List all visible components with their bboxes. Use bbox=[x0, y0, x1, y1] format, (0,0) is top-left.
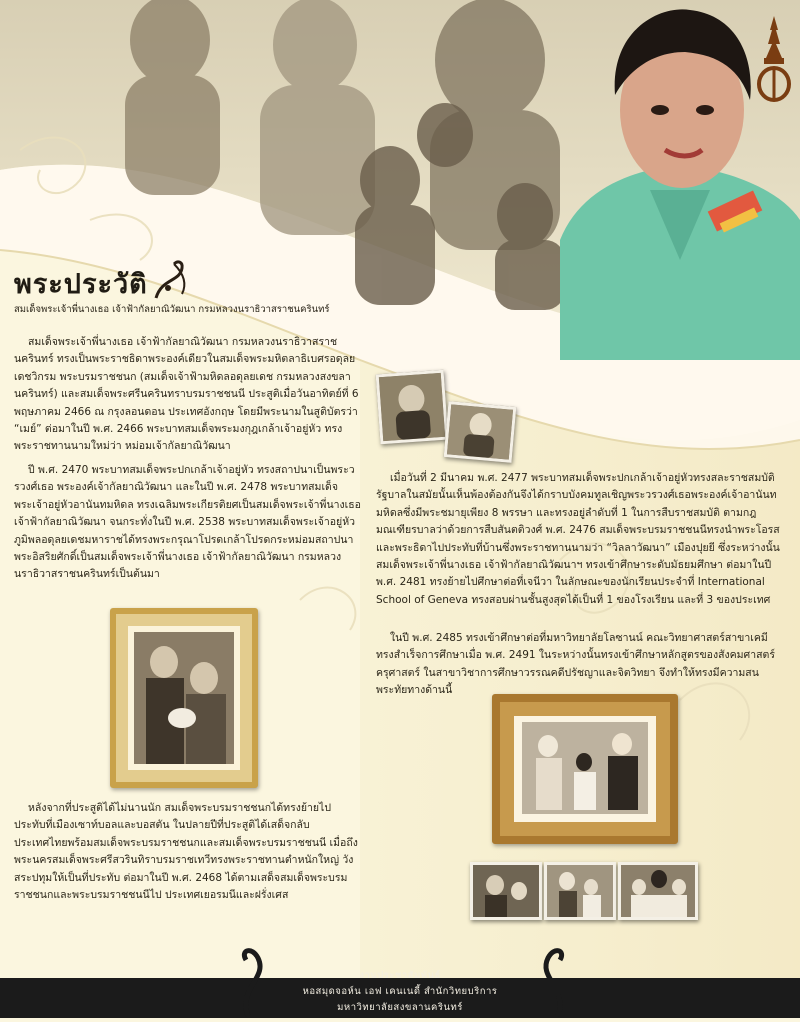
biography-paragraph-1: สมเด็จพระเจ้าพี่นางเธอ เจ้าฟ้ากัลยาณิวัฒนา กรมหลวงนราธิวาสราชนครินทร์ ทรงเป็นพระราชธิดาพระองค์เดียวในสมเด็จพระมหิตลาธิเบศรอดุลยเดชวิกรม พระบรมราชชนก (สมเด็จเจ้าฟ้ามหิดลอดุลยเดช กรมหลวงสงขลานครินทร์) และสมเด็จพระศรีนครินทราบรมราชชนนี ประสูติเมื่อวันอาทิตย์ที่ 6 พฤษภาคม 2466 ณ กรุงลอนดอน ประเทศอังกฤษ โดยมีพระนามในสูติบัตรว่า “เมย์” ต่อมาในปี พ.ศ. 2466 พระบาทสมเด็จพระมงกุฎเกล้าเจ้าอยู่หัว ทรงพระราชทานนามใหม่ว่า หม่อมเจ้ากัลยาณิวัฒนา bbox=[14, 336, 359, 453]
footer-library: หอสมุดจอห์น เอฟ เคนเนดี้ สำนักวิทยบริการ bbox=[302, 986, 498, 997]
biography-paragraph-2: ปี พ.ศ. 2470 พระบาทสมเด็จพระปกเกล้าเจ้าอยู่หัว ทรงสถาปนาเป็นพระวรวงศ์เธอ พระองค์เจ้ากัลยาณิวัฒนา และในปี พ.ศ. 2478 พระบาทสมเด็จพระเจ้าอยู่หัวอานันทมหิดล ทรงเฉลิมพระเกียรติยศเป็นสมเด็จพระเจ้าพี่นางเธอ เจ้าฟ้ากัลยาณิวัฒนา จนกระทั่งในปี พ.ศ. 2538 พระบาทสมเด็จพระเจ้าอยู่หัวภูมิพลอดุลยเดชมหาราชได้ทรงพระกรุณาโปรดเกล้าโปรดกระหม่อมสถาปนาพระอิสริยศักดิ์เป็นสมเด็จพระเจ้าพี่นางเธอ เจ้าฟ้ากัลยาณิวัฒนา กรมหลวงนราธิวาสราชนครินทร์เป็นต้นมา bbox=[14, 464, 361, 581]
footer-department: งานประชาสัมพันธ์ bbox=[359, 970, 441, 981]
family-snapshot-1 bbox=[470, 862, 542, 920]
childhood-photo-2 bbox=[444, 401, 517, 463]
title-ornament-icon bbox=[152, 258, 192, 302]
university-emblem-icon bbox=[756, 14, 792, 104]
biography-paragraph-3: หลังจากที่ประสูติได้ไม่นานนัก สมเด็จพระบรมราชชนกได้ทรงย้ายไปประทับที่เมืองเซาท์บอลและบอสตัน ในปลายปีที่ประสูติได้เสด็จกลับประเทศไทยพร้อมสมเด็จพระบรมราชชนกและสมเด็จพระบรมราชชนนี เมื่อถึงพระนครสมเด็จพระศรีสวรินทิราบรมราชเทวีทรงพระราชทานตำหนักใหญ่ วังสระปทุมให้เป็นที่ประทับ ต่อมาในปี พ.ศ. 2468 ได้ตามเสด็จสมเด็จพระบรมราชชนกและพระบรมราชชนนีไป ประเทศเยอรมนีและฝรั่งเศส bbox=[14, 802, 358, 902]
family-snapshot-2 bbox=[544, 862, 616, 920]
page-subtitle: สมเด็จพระเจ้าพี่นางเธอ เจ้าฟ้ากัลยาณิวัฒนา กรมหลวงนราธิวาสราชนครินทร์ bbox=[14, 304, 330, 315]
biography-paragraph-4: เมื่อวันที่ 2 มีนาคม พ.ศ. 2477 พระบาทสมเด็จพระปกเกล้าเจ้าอยู่หัวทรงสละราชสมบัติ รัฐบาลในสมัยนั้นเห็นพ้องต้องกันจึงได้กราบบังคมทูลเชิญพระวรวงศ์เธอพระองค์เจ้าอานันทมหิดลซึ่งมีพระชมายุเพียง 8 พรรษา และทรงอยู่ลำดับที่ 1 ในการสืบราชสมบัติ ตามกฎมณเฑียรบาลว่าด้วยการสืบสันตติวงศ์ พ.ศ. 2476 สมเด็จพระบรมราชชนนีทรงนำพระโอรสและพระธิดาไปประทับที่บ้านซึ่งพระราชทานนามว่า “วิลลาวัฒนา” เมืองปุยยี ซึ่งระหว่างนั้นสมเด็จพระเจ้าพี่นางเธอ เจ้าฟ้ากัลยาณิวัฒนาฯ ทรงเข้าศึกษาระดับมัธยมศึกษา ต่อมาในปี พ.ศ. 2481 ทรงย้ายไปศึกษาต่อที่เจนีวา ในลักษณะของนักเรียนประจำที่ International School of Geneva ทรงสอบผ่านชั้นสูงสุดได้เป็นที่ 1 ของโรงเรียน และที่ 3 ของประเทศ bbox=[376, 472, 780, 606]
biography-paragraph-5: ในปี พ.ศ. 2485 ทรงเข้าศึกษาต่อที่มหาวิทยาลัยโลซานน์ คณะวิทยาศาสตร์สาขาเคมี ทรงสำเร็จการศึกษาเมื่อ พ.ศ. 2491 ในระหว่างนั้นทรงเข้าศึกษาหลักสูตรของสังคมศาสตร์ ครุศาสตร์ ในสาขาวิชาการศึกษาวรรณคดีปรัชญาและจิตวิทยา จึงทำให้ทรงมีความสนพระทัยทางด้านนี้ bbox=[376, 632, 775, 697]
framed-photo-ornate bbox=[492, 694, 678, 844]
footer-university: มหาวิทยาลัยสงขลานครินทร์ bbox=[337, 1002, 463, 1013]
childhood-photo-1 bbox=[376, 370, 449, 445]
page-title: พระประวัติ bbox=[14, 269, 148, 300]
family-snapshot-3 bbox=[618, 862, 698, 920]
framed-family-photo bbox=[110, 608, 258, 788]
